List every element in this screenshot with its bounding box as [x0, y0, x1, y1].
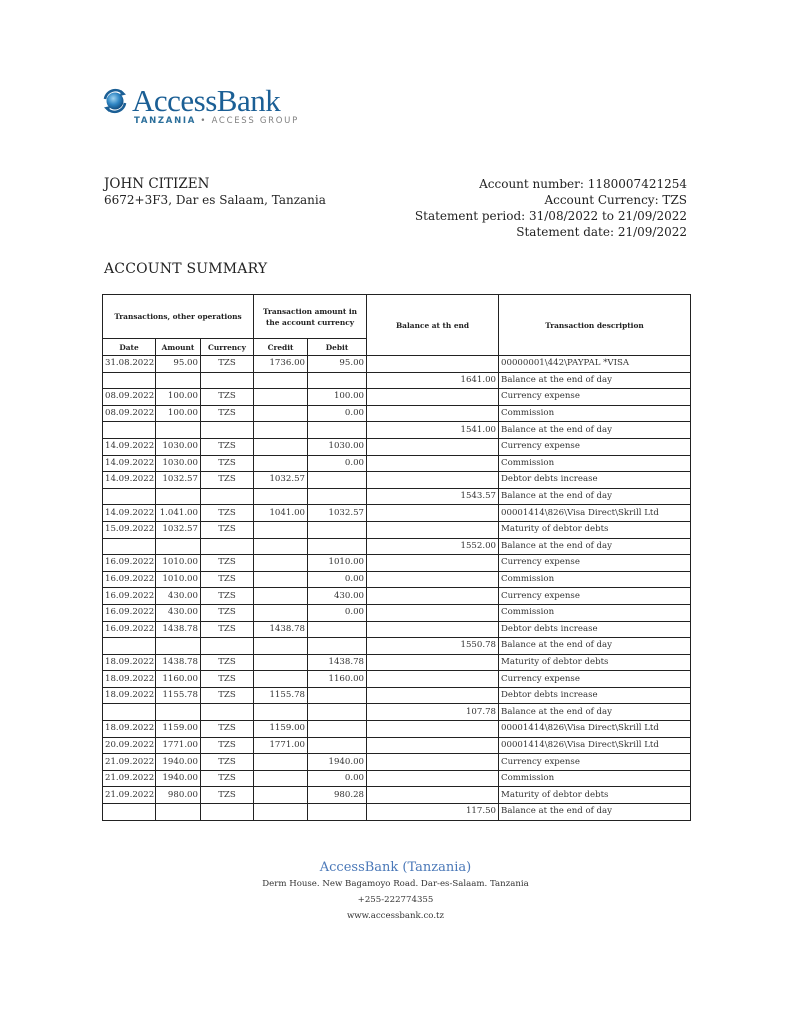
cell-date: 14.09.2022	[103, 455, 156, 472]
cell-description: Currency expense	[499, 389, 691, 406]
cell-credit	[254, 787, 308, 804]
cell-currency: TZS	[201, 455, 254, 472]
cell-debit: 95.00	[308, 356, 367, 373]
cell-balance	[367, 654, 499, 671]
cell-date: 18.09.2022	[103, 687, 156, 704]
header-currency: Currency	[201, 339, 254, 356]
cell-date	[103, 704, 156, 721]
table-row	[103, 654, 691, 671]
cell-balance: 1550.78	[367, 638, 499, 655]
cell-credit	[254, 455, 308, 472]
cell-description: Commission	[499, 405, 691, 422]
cell-credit	[254, 804, 308, 821]
cell-date: 08.09.2022	[103, 405, 156, 422]
cell-balance	[367, 770, 499, 787]
cell-date: 14.09.2022	[103, 438, 156, 455]
cell-description: 00001414\826\Visa Direct\Skrill Ltd	[499, 737, 691, 754]
cell-amount: 1940.00	[156, 754, 201, 771]
cell-amount: 100.00	[156, 389, 201, 406]
cell-description: 00000001\442\PAYPAL *VISA	[499, 356, 691, 373]
cell-debit: 0.00	[308, 455, 367, 472]
cell-currency: TZS	[201, 438, 254, 455]
cell-currency: TZS	[201, 555, 254, 572]
cell-credit: 1155.78	[254, 687, 308, 704]
cell-currency: TZS	[201, 571, 254, 588]
table-row	[103, 555, 691, 572]
cell-balance	[367, 472, 499, 489]
cell-balance	[367, 687, 499, 704]
cell-date	[103, 538, 156, 555]
cell-credit	[254, 671, 308, 688]
cell-debit	[308, 472, 367, 489]
cell-balance	[367, 604, 499, 621]
cell-credit	[254, 704, 308, 721]
header-amount: Amount	[156, 339, 201, 356]
cell-date: 16.09.2022	[103, 588, 156, 605]
cell-currency: TZS	[201, 472, 254, 489]
cell-currency	[201, 804, 254, 821]
cell-description: Balance at the end of day	[499, 488, 691, 505]
cell-description: Balance at the end of day	[499, 638, 691, 655]
cell-amount: 1771.00	[156, 737, 201, 754]
cell-currency: TZS	[201, 671, 254, 688]
table-row	[103, 455, 691, 472]
cell-debit	[308, 704, 367, 721]
table-row	[103, 521, 691, 538]
logo-tagline-country: TANZANIA	[134, 116, 197, 126]
cell-date: 16.09.2022	[103, 555, 156, 572]
cell-description: Balance at the end of day	[499, 422, 691, 439]
cell-balance	[367, 521, 499, 538]
cell-credit: 1032.57	[254, 472, 308, 489]
cell-description: Balance at the end of day	[499, 704, 691, 721]
cell-credit	[254, 389, 308, 406]
header-transactions-group: Transactions, other operations	[103, 295, 254, 339]
cell-date: 18.09.2022	[103, 654, 156, 671]
table-row	[103, 505, 691, 522]
cell-balance	[367, 356, 499, 373]
cell-debit	[308, 721, 367, 738]
cell-currency	[201, 372, 254, 389]
globe-arrows-icon	[101, 87, 129, 115]
table-header-row-group	[103, 295, 691, 339]
balance-row	[103, 488, 691, 505]
cell-date: 14.09.2022	[103, 472, 156, 489]
cell-amount	[156, 372, 201, 389]
cell-currency: TZS	[201, 754, 254, 771]
cell-currency: TZS	[201, 389, 254, 406]
cell-amount	[156, 804, 201, 821]
cell-amount: 1160.00	[156, 671, 201, 688]
cell-balance: 1543.57	[367, 488, 499, 505]
cell-description: Commission	[499, 604, 691, 621]
table-row	[103, 687, 691, 704]
table-row	[103, 472, 691, 489]
cell-debit: 1160.00	[308, 671, 367, 688]
table-row	[103, 787, 691, 804]
cell-amount: 1438.78	[156, 654, 201, 671]
cell-balance: 117.50	[367, 804, 499, 821]
cell-description: 00001414\826\Visa Direct\Skrill Ltd	[499, 505, 691, 522]
cell-debit: 1438.78	[308, 654, 367, 671]
cell-date: 31.08.2022	[103, 356, 156, 373]
footer-bank-name: AccessBank (Tanzania)	[319, 860, 472, 875]
cell-date: 16.09.2022	[103, 621, 156, 638]
cell-amount: 1159.00	[156, 721, 201, 738]
cell-credit	[254, 555, 308, 572]
cell-credit	[254, 654, 308, 671]
cell-description: Maturity of debtor debts	[499, 787, 691, 804]
cell-debit: 1940.00	[308, 754, 367, 771]
cell-date: 18.09.2022	[103, 721, 156, 738]
cell-amount: 430.00	[156, 588, 201, 605]
account-info-block	[415, 176, 687, 240]
cell-amount	[156, 488, 201, 505]
cell-credit	[254, 422, 308, 439]
cell-balance: 1541.00	[367, 422, 499, 439]
cell-debit: 1010.00	[308, 555, 367, 572]
section-title: ACCOUNT SUMMARY	[104, 261, 268, 277]
cell-currency	[201, 538, 254, 555]
cell-description: Balance at the end of day	[499, 538, 691, 555]
cell-debit: 100.00	[308, 389, 367, 406]
cell-debit: 430.00	[308, 588, 367, 605]
statement-date: Statement date: 21/09/2022	[516, 225, 687, 239]
cell-credit	[254, 588, 308, 605]
cell-debit	[308, 638, 367, 655]
cell-date: 08.09.2022	[103, 389, 156, 406]
cell-description: Currency expense	[499, 438, 691, 455]
cell-description: Currency expense	[499, 555, 691, 572]
cell-debit	[308, 372, 367, 389]
cell-currency: TZS	[201, 687, 254, 704]
cell-credit	[254, 638, 308, 655]
cell-amount: 430.00	[156, 604, 201, 621]
cell-debit	[308, 737, 367, 754]
cell-debit: 0.00	[308, 770, 367, 787]
bank-logo	[100, 84, 300, 128]
cell-credit	[254, 488, 308, 505]
cell-debit	[308, 521, 367, 538]
table-row	[103, 754, 691, 771]
footer	[0, 860, 791, 924]
cell-date: 15.09.2022	[103, 521, 156, 538]
cell-credit	[254, 538, 308, 555]
cell-credit	[254, 754, 308, 771]
cell-balance: 107.78	[367, 704, 499, 721]
header-amount-group: Transaction amount in the account currency	[254, 295, 367, 339]
cell-date	[103, 488, 156, 505]
cell-date: 16.09.2022	[103, 604, 156, 621]
balance-row	[103, 372, 691, 389]
customer-block	[104, 176, 326, 208]
footer-website[interactable]: www.accessbank.co.tz	[346, 911, 445, 921]
cell-description: Maturity of debtor debts	[499, 654, 691, 671]
cell-date	[103, 804, 156, 821]
cell-date	[103, 638, 156, 655]
cell-credit: 1159.00	[254, 721, 308, 738]
cell-balance	[367, 754, 499, 771]
account-currency: Account Currency: TZS	[544, 193, 687, 207]
cell-debit	[308, 687, 367, 704]
table-row	[103, 621, 691, 638]
cell-balance	[367, 438, 499, 455]
cell-description: Currency expense	[499, 588, 691, 605]
cell-debit	[308, 621, 367, 638]
cell-amount: 100.00	[156, 405, 201, 422]
cell-amount: 1438.78	[156, 621, 201, 638]
cell-description: Maturity of debtor debts	[499, 521, 691, 538]
table-row	[103, 671, 691, 688]
cell-currency	[201, 704, 254, 721]
cell-currency: TZS	[201, 505, 254, 522]
cell-credit	[254, 770, 308, 787]
cell-debit: 0.00	[308, 571, 367, 588]
cell-amount: 1032.57	[156, 521, 201, 538]
cell-date	[103, 422, 156, 439]
cell-debit	[308, 804, 367, 821]
customer-address: 6672+3F3, Dar es Salaam, Tanzania	[104, 193, 326, 207]
cell-credit: 1041.00	[254, 505, 308, 522]
cell-credit: 1438.78	[254, 621, 308, 638]
cell-balance	[367, 721, 499, 738]
logo-tagline-separator: •	[196, 116, 212, 126]
table-row	[103, 770, 691, 787]
account-number: Account number: 1180007421254	[479, 177, 687, 191]
cell-balance	[367, 571, 499, 588]
cell-amount: 1032.57	[156, 472, 201, 489]
cell-balance	[367, 389, 499, 406]
footer-address: Derm House. New Bagamoyo Road. Dar-es-Salaam. Tanzania	[262, 879, 529, 889]
cell-debit: 1032.57	[308, 505, 367, 522]
table-row	[103, 737, 691, 754]
cell-date: 21.09.2022	[103, 787, 156, 804]
balance-row	[103, 422, 691, 439]
statement-period: Statement period: 31/08/2022 to 21/09/2022	[414, 209, 687, 223]
cell-date: 18.09.2022	[103, 671, 156, 688]
cell-balance	[367, 737, 499, 754]
cell-description: Balance at the end of day	[499, 804, 691, 821]
logo-tagline-group: ACCESS GROUP	[211, 116, 299, 126]
table-row	[103, 389, 691, 406]
cell-debit: 0.00	[308, 405, 367, 422]
table-row	[103, 588, 691, 605]
cell-date: 16.09.2022	[103, 571, 156, 588]
cell-balance	[367, 405, 499, 422]
cell-description: Balance at the end of day	[499, 372, 691, 389]
cell-credit	[254, 405, 308, 422]
cell-credit	[254, 438, 308, 455]
cell-balance	[367, 555, 499, 572]
balance-row	[103, 538, 691, 555]
cell-currency	[201, 422, 254, 439]
logo-tagline	[134, 116, 299, 126]
cell-debit: 980.28	[308, 787, 367, 804]
cell-debit	[308, 422, 367, 439]
cell-currency: TZS	[201, 356, 254, 373]
balance-row	[103, 704, 691, 721]
table-row	[103, 356, 691, 373]
cell-description: Currency expense	[499, 671, 691, 688]
cell-amount	[156, 638, 201, 655]
header-balance: Balance at th end	[367, 295, 499, 356]
cell-description: 00001414\826\Visa Direct\Skrill Ltd	[499, 721, 691, 738]
cell-amount	[156, 422, 201, 439]
balance-row	[103, 638, 691, 655]
cell-date	[103, 372, 156, 389]
cell-balance: 1641.00	[367, 372, 499, 389]
header-date: Date	[103, 339, 156, 356]
cell-date: 14.09.2022	[103, 505, 156, 522]
cell-amount: 1155.78	[156, 687, 201, 704]
cell-currency: TZS	[201, 654, 254, 671]
cell-debit	[308, 488, 367, 505]
cell-amount: 1.041.00	[156, 505, 201, 522]
cell-description: Debtor debts increase	[499, 687, 691, 704]
table-row	[103, 571, 691, 588]
cell-amount: 1940.00	[156, 770, 201, 787]
cell-date: 21.09.2022	[103, 770, 156, 787]
cell-currency: TZS	[201, 787, 254, 804]
cell-amount	[156, 704, 201, 721]
cell-date: 20.09.2022	[103, 737, 156, 754]
cell-currency: TZS	[201, 588, 254, 605]
cell-balance	[367, 505, 499, 522]
cell-currency: TZS	[201, 770, 254, 787]
cell-currency: TZS	[201, 737, 254, 754]
cell-currency: TZS	[201, 604, 254, 621]
cell-balance	[367, 455, 499, 472]
cell-date: 21.09.2022	[103, 754, 156, 771]
cell-credit: 1771.00	[254, 737, 308, 754]
header-credit: Credit	[254, 339, 308, 356]
table-row	[103, 438, 691, 455]
cell-credit	[254, 372, 308, 389]
balance-row	[103, 804, 691, 821]
table-row	[103, 604, 691, 621]
cell-debit	[308, 538, 367, 555]
cell-currency: TZS	[201, 721, 254, 738]
cell-description: Commission	[499, 770, 691, 787]
cell-currency	[201, 638, 254, 655]
table-row	[103, 721, 691, 738]
cell-amount: 1010.00	[156, 571, 201, 588]
cell-currency: TZS	[201, 405, 254, 422]
table-body	[103, 356, 691, 821]
cell-balance	[367, 621, 499, 638]
transactions-table	[102, 294, 691, 821]
cell-currency	[201, 488, 254, 505]
customer-name: JOHN CITIZEN	[104, 176, 210, 192]
header-debit: Debit	[308, 339, 367, 356]
cell-balance	[367, 588, 499, 605]
cell-amount: 1030.00	[156, 438, 201, 455]
cell-balance	[367, 787, 499, 804]
cell-amount: 95.00	[156, 356, 201, 373]
cell-debit: 0.00	[308, 604, 367, 621]
cell-amount: 1010.00	[156, 555, 201, 572]
cell-description: Commission	[499, 571, 691, 588]
cell-credit: 1736.00	[254, 356, 308, 373]
table-row	[103, 405, 691, 422]
cell-amount	[156, 538, 201, 555]
cell-description: Commission	[499, 455, 691, 472]
cell-currency: TZS	[201, 621, 254, 638]
cell-currency: TZS	[201, 521, 254, 538]
cell-credit	[254, 604, 308, 621]
cell-credit	[254, 571, 308, 588]
cell-credit	[254, 521, 308, 538]
cell-debit: 1030.00	[308, 438, 367, 455]
logo-wordmark: AccessBank	[132, 83, 281, 118]
cell-amount: 980.00	[156, 787, 201, 804]
cell-balance	[367, 671, 499, 688]
cell-description: Debtor debts increase	[499, 472, 691, 489]
cell-description: Currency expense	[499, 754, 691, 771]
cell-balance: 1552.00	[367, 538, 499, 555]
footer-phone: +255-222774355	[357, 895, 434, 905]
header-description: Transaction description	[499, 295, 691, 356]
cell-amount: 1030.00	[156, 455, 201, 472]
cell-description: Debtor debts increase	[499, 621, 691, 638]
